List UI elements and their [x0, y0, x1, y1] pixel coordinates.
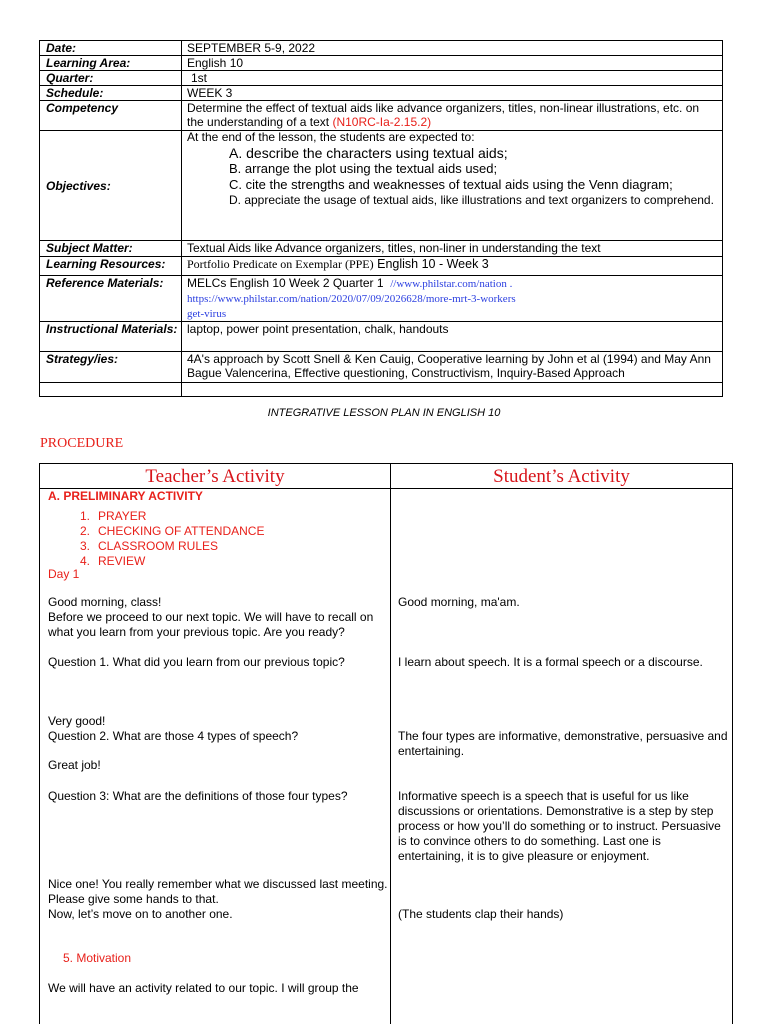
student-answer-2: The four types are informative, demonstrative, persuasive and entertaining.: [398, 729, 728, 758]
preliminary-activity-heading: A. PRELIMINARY ACTIVITY: [48, 489, 203, 503]
competency-text: Determine the effect of textual aids like advance organizers, titles, non-linear illustrations, etc. on the understanding of a text: [187, 101, 700, 129]
student-greeting: Good morning, ma'am.: [398, 595, 520, 609]
teacher-very-good: Very good!: [48, 714, 106, 728]
list-item-label: CLASSROOM RULES: [98, 539, 219, 553]
list-item-label: REVIEW: [98, 554, 146, 568]
blank-cell: [40, 383, 182, 397]
teacher-question-1: Question 1. What did you learn from our previous topic?: [48, 655, 345, 669]
reference-link[interactable]: https://www.philstar.com/nation/2020/07/09/2026628/more-mrt-3-workers: [187, 293, 516, 305]
date-label: Date:: [40, 41, 182, 56]
student-activity-header: Student’s Activity: [493, 466, 630, 487]
learning-resources-label: Learning Resources:: [40, 257, 182, 276]
reference-materials-value: [182, 276, 723, 322]
list-item: [68, 539, 264, 554]
list-item-number: 2.: [79, 524, 90, 538]
learning-resources-value: [182, 257, 723, 276]
objective-item: A. describe the characters using textual aids;: [229, 145, 508, 161]
objective-item: D. appreciate the usage of textual aids, like illustrations and text organizers to comprehend.: [229, 193, 714, 207]
teacher-recall: Before we proceed to our next topic. We will have to recall on what you learn from your previous topic. Are you ready?: [48, 610, 374, 639]
quarter-label: Quarter:: [40, 71, 182, 86]
reference-materials-label: Reference Materials:: [40, 276, 182, 322]
subject-matter-label: Subject Matter:: [40, 241, 182, 257]
list-item-label: CHECKING OF ATTENDANCE: [98, 524, 265, 538]
date-value: SEPTEMBER 5-9, 2022: [182, 41, 723, 56]
subject-matter-value: Textual Aids like Advance organizers, titles, non-liner in understanding the text: [182, 241, 723, 257]
list-item-number: 3.: [79, 539, 90, 553]
objectives-intro: At the end of the lesson, the students are expected to:: [187, 130, 475, 144]
list-item-label: PRAYER: [98, 509, 147, 523]
reference-melcs: MELCs English 10 Week 2 Quarter 1: [187, 276, 384, 290]
list-item-number: 1.: [79, 509, 90, 523]
schedule-label: Schedule:: [40, 86, 182, 101]
column-divider: [390, 464, 391, 1024]
day-label: Day 1: [48, 567, 80, 581]
lesson-info-table: [39, 40, 723, 397]
reference-link[interactable]: get-virus: [187, 308, 227, 320]
student-answer-3: Informative speech is a speech that is useful for us like discussions or orientations. Demonstrative is a step by step process or how you’ll do something or to instruct. Persuasive is to convince others to do something. Last one is entertaining, it is to give pleasure or enjoyment.: [398, 789, 721, 863]
procedure-title: PROCEDURE: [40, 436, 124, 451]
reference-link[interactable]: //www.philstar.com/nation .: [390, 278, 513, 290]
list-item: [68, 524, 264, 539]
competency-value: [182, 101, 723, 131]
teacher-move-on: Now, let’s move on to another one.: [48, 907, 233, 921]
list-item: [68, 509, 264, 524]
activity-table: [39, 463, 733, 1024]
objective-item: C. cite the strengths and weaknesses of textual aids using the Venn diagram;: [229, 177, 673, 192]
quarter-value: 1st: [182, 71, 723, 86]
list-item-number: 4.: [79, 554, 90, 568]
strategies-label: Strategy/ies:: [40, 352, 182, 383]
teacher-nice-one: Nice one! You really remember what we discussed last meeting. Please give some hands to that.: [48, 877, 388, 906]
competency-code: (N10RC-Ia-2.15.2): [332, 115, 432, 129]
instructional-materials-value: laptop, power point presentation, chalk, handouts: [182, 322, 723, 352]
teacher-great-job: Great job!: [48, 758, 101, 772]
objective-item: B. arrange the plot using the textual aids used;: [229, 161, 498, 176]
teacher-activity-header: Teacher’s Activity: [145, 466, 285, 487]
teacher-question-2: Question 2. What are those 4 types of speech?: [48, 729, 299, 743]
learning-resources-title: Portfolio Predicate on Exemplar (PPE): [187, 257, 374, 271]
objectives-label: Objectives:: [40, 131, 182, 241]
teacher-question-3: Question 3: What are the definitions of those four types?: [48, 789, 348, 803]
blank-cell: [182, 383, 723, 397]
objectives-value: [182, 131, 723, 241]
teacher-activity-intro: We will have an activity related to our topic. I will group the: [48, 981, 359, 995]
schedule-value: WEEK 3: [182, 86, 723, 101]
competency-label: Competency: [40, 101, 182, 131]
preliminary-sub-list: [68, 509, 264, 569]
lesson-plan-caption: INTEGRATIVE LESSON PLAN IN ENGLISH 10: [267, 407, 501, 419]
strategies-value: 4A's approach by Scott Snell & Ken Cauig, Cooperative learning by John et al (1994) and May Ann Bague Valencerina, Effective questioning, Constructivism, Inquiry-Based Approach: [182, 352, 723, 383]
teacher-greeting: Good morning, class!: [48, 595, 162, 609]
motivation-heading: 5. Motivation: [63, 951, 132, 965]
objectives-list: [187, 145, 719, 208]
learning-resources-week: English 10 - Week 3: [373, 257, 489, 271]
student-answer-1: I learn about speech. It is a formal speech or a discourse.: [398, 655, 703, 669]
learning-area-value: English 10: [182, 56, 723, 71]
student-clap: (The students clap their hands): [398, 907, 564, 921]
learning-area-label: Learning Area:: [40, 56, 182, 71]
instructional-materials-label: Instructional Materials:: [40, 322, 182, 352]
